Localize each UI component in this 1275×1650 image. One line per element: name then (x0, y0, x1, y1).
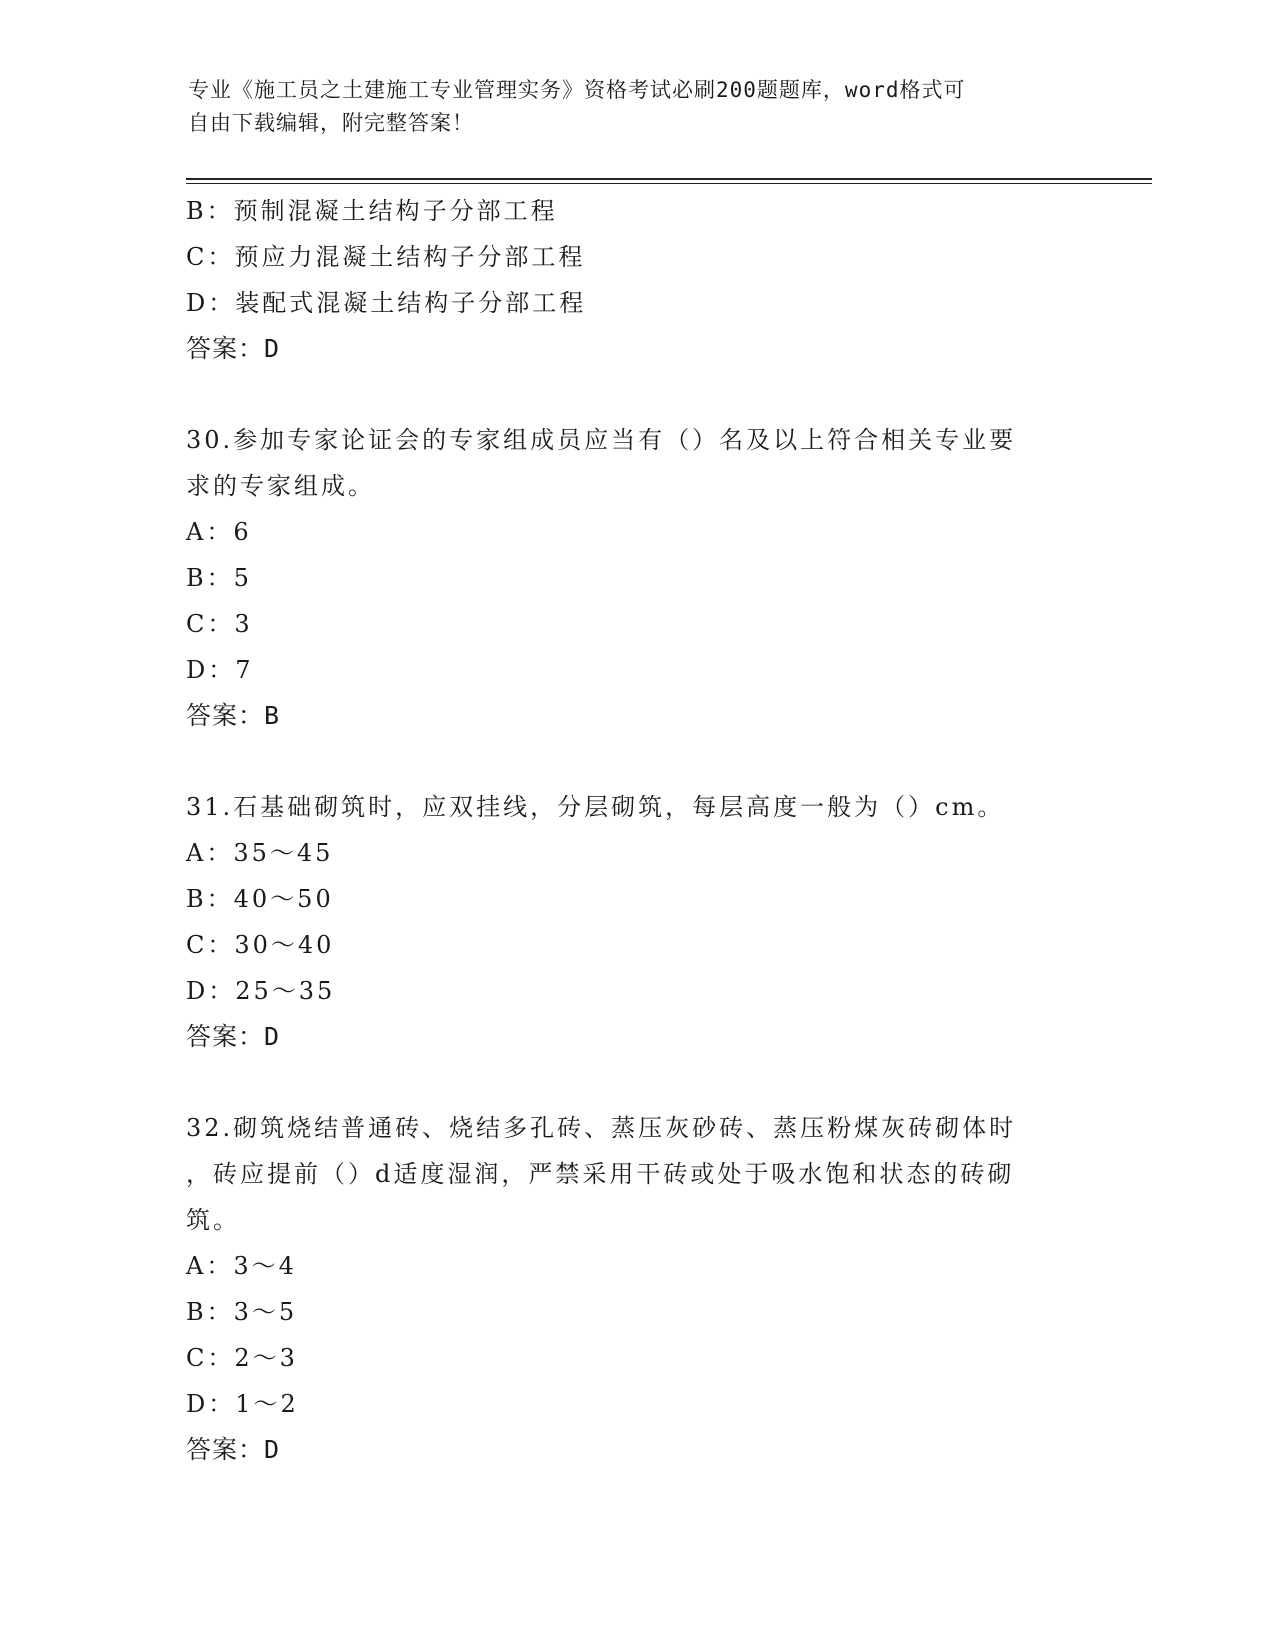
question-list (186, 188, 1086, 1473)
header-line-2: 自由下载编辑，附完整答案！ (188, 111, 474, 135)
question-30 (186, 417, 1086, 739)
header-divider (186, 178, 1152, 180)
option-b: B：3～5 (186, 1298, 298, 1326)
option-c: C：30～40 (186, 931, 335, 959)
header-divider-thin (186, 183, 1152, 184)
option-b: B：40～50 (186, 885, 334, 913)
question-text-line: 筑。 (186, 1206, 240, 1234)
document-header (188, 74, 1068, 140)
option-c: C：2～3 (186, 1344, 298, 1372)
option-a: A：6 (186, 518, 252, 546)
question-text-line: ，砖应提前（）d适度湿润，严禁采用干砖或处于吸水饱和状态的砖砌 (186, 1160, 1015, 1188)
option-c: C：3 (186, 610, 253, 638)
option-a: A：3～4 (186, 1252, 297, 1280)
option-d: D：装配式混凝土结构子分部工程 (186, 289, 587, 317)
option-b: B：5 (186, 564, 252, 592)
question-text-line: 31.石基础砌筑时，应双挂线，分层砌筑，每层高度一般为（）cm。 (186, 793, 1005, 821)
answer-line: 答案：D (186, 1022, 281, 1051)
question-32 (186, 1105, 1086, 1473)
question-31 (186, 784, 1086, 1060)
answer-line: 答案：D (186, 334, 281, 363)
question-text-line: 求的专家组成。 (186, 472, 375, 500)
option-b: B：预制混凝土结构子分部工程 (186, 197, 558, 225)
question-text-line: 30.参加专家论证会的专家组成员应当有（）名及以上符合相关专业要 (186, 426, 1017, 454)
option-a: A：35～45 (186, 839, 334, 867)
question-text-line: 32.砌筑烧结普通砖、烧结多孔砖、蒸压灰砂砖、蒸压粉煤灰砖砌体时 (186, 1114, 1017, 1142)
prev-question-block (186, 188, 1086, 372)
answer-line: 答案：D (186, 1435, 281, 1464)
option-d: D：7 (186, 656, 254, 684)
option-c: C：预应力混凝土结构子分部工程 (186, 243, 586, 271)
spacer (186, 739, 1086, 784)
question-text (186, 784, 1086, 830)
answer-line: 答案：B (186, 701, 281, 730)
header-line-1: 专业《施工员之土建施工专业管理实务》资格考试必刷200题题库，word格式可 (188, 78, 966, 102)
question-text (186, 417, 1086, 509)
option-d: D：25～35 (186, 977, 336, 1005)
option-d: D：1～2 (186, 1390, 299, 1418)
question-text (186, 1105, 1086, 1243)
spacer (186, 1060, 1086, 1105)
spacer (186, 372, 1086, 417)
